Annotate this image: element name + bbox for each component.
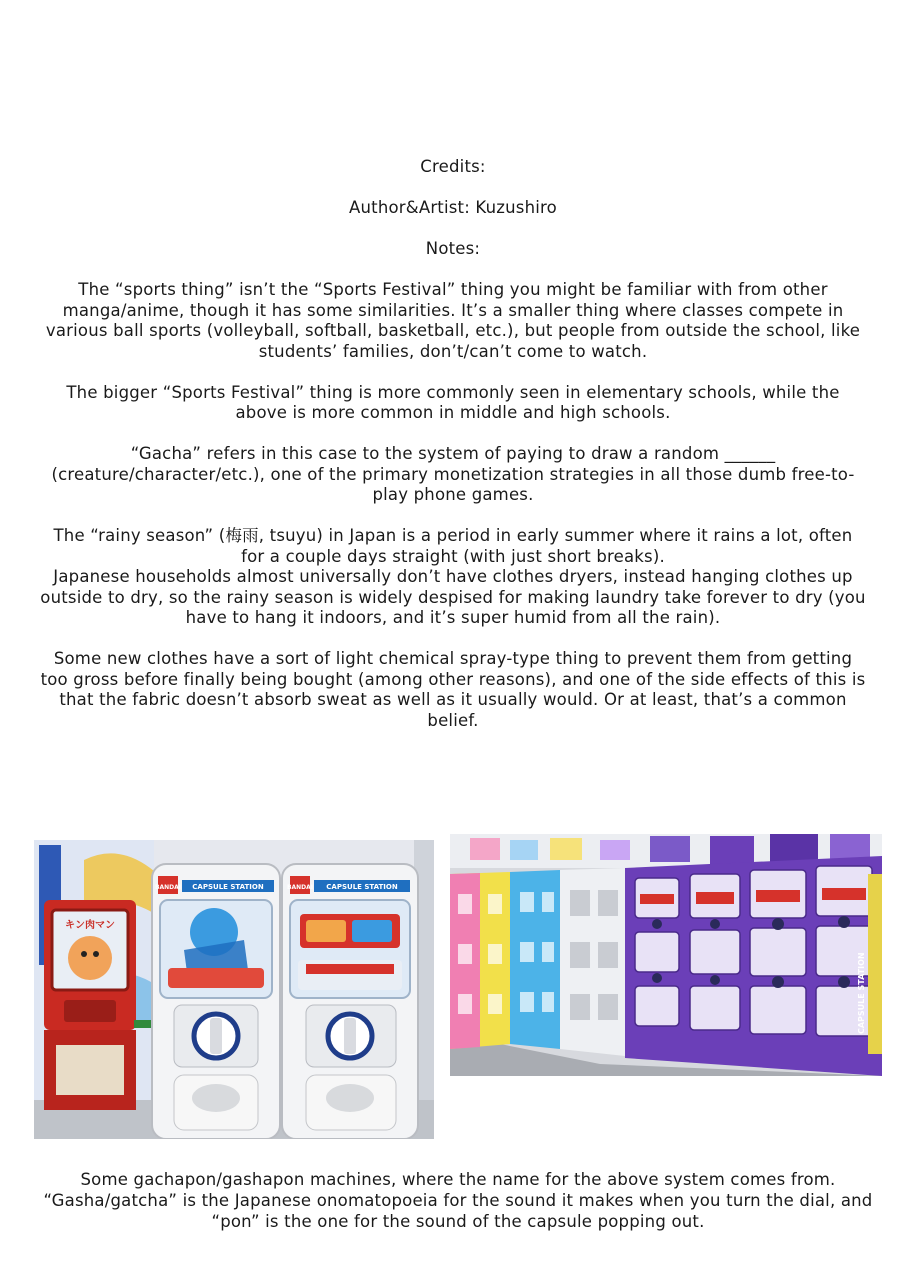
gachapon-wall-illustration [450, 834, 882, 1076]
machine2-label: CAPSULE STATION [326, 883, 398, 891]
notes-text-block [40, 157, 866, 752]
note-sports-thing: The “sports thing” isn’t the “Sports Festival” thing you might be familiar with from other manga/anime, though it has some similarities. It’s a smaller thing where classes compete in various ball sports (volleyball, softball, basketball, etc.), but people from outside the school, like students’ families, don’t/can’t come to watch. [45, 280, 861, 361]
gachapon-photo-left [34, 840, 434, 1139]
note-clothes-dryers: Japanese households almost universally don’t have clothes dryers, instead hanging clothes up outside to dry, so the rainy season is widely despised for making laundry take forever to dry (you have to hang it indoors, and it’s super humid from all the rain). [40, 567, 866, 627]
note-chemical-spray: Some new clothes have a sort of light chemical spray-type thing to prevent them from getting too gross before finally being bought (among other reasons), and one of the side effects of this is that the fabric doesn’t absorb sweat as well as it usually would. Or at least, that’s a common belief. [40, 649, 866, 730]
caption-line-2: “Gasha/gatcha” is the Japanese onomatopoeia for the sound it makes when you turn the dial, and “pon” is the one for the sound of the capsule popping out. [43, 1191, 873, 1231]
notes-heading: Notes: [425, 239, 481, 258]
wall-side-label: CAPSULE STATION [857, 952, 866, 1034]
caption-line-1: Some gachapon/gashapon machines, where the name for the above system comes from. [80, 1170, 836, 1189]
note-gacha: “Gacha” refers in this case to the system of paying to draw a random ______ (creature/character/etc.), one of the primary monetization strategies in all those dumb free-to-play phone games. [51, 444, 855, 504]
photo-caption [20, 1169, 896, 1232]
note-rainy-season: The “rainy season” (梅雨, tsuyu) in Japan is a period in early summer where it rains a lot, often for a couple days straight (with just short breaks). [53, 526, 853, 566]
machine2-brand: BANDAI [286, 884, 314, 891]
gachapon-machines-illustration [34, 840, 434, 1139]
credits-heading: Credits: [420, 157, 486, 176]
machine1-brand: BANDAI [154, 884, 182, 891]
gachapon-photo-right [450, 834, 882, 1076]
author-line: Author&Artist: Kuzushiro [349, 198, 557, 217]
machine1-label: CAPSULE STATION [192, 883, 264, 891]
old-machine-label: キン肉マン [65, 920, 115, 931]
note-sports-festival: The bigger “Sports Festival” thing is more commonly seen in elementary schools, while the above is more common in middle and high schools. [66, 382, 840, 422]
